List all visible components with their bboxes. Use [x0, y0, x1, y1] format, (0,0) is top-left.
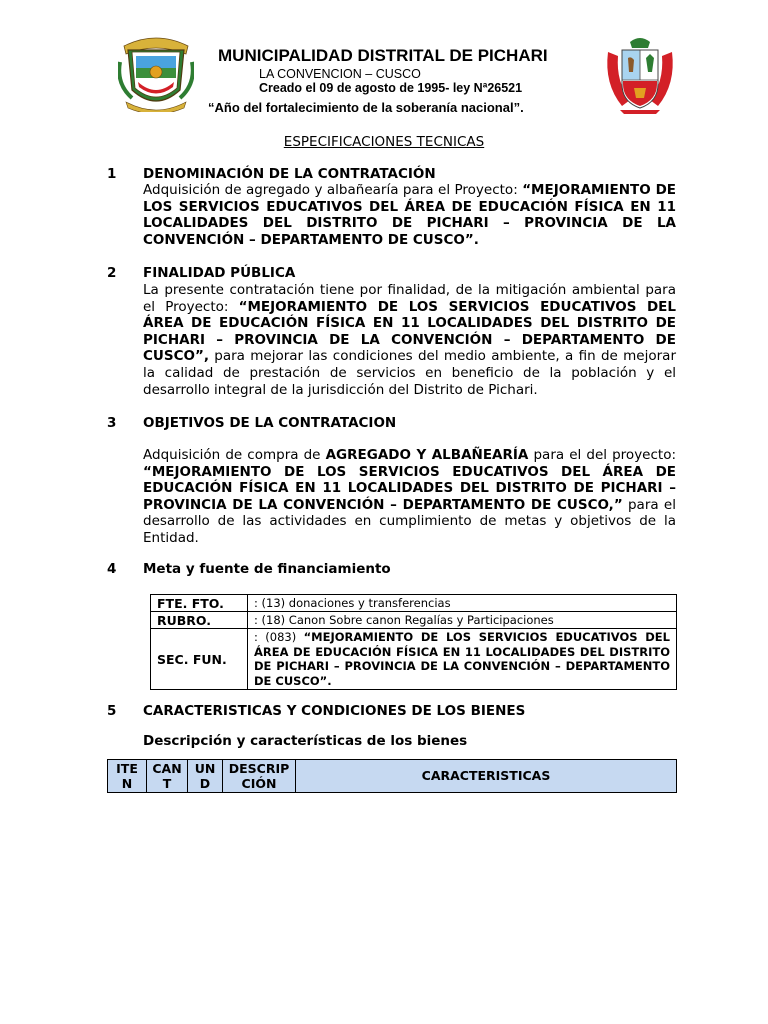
text-intro: Adquisición de compra de — [143, 447, 326, 463]
document-title: ESPECIFICACIONES TECNICAS — [283, 134, 485, 150]
section-text-2 — [143, 282, 676, 398]
text-intro: Adquisición de agregado y albañearía para el Proyecto: — [143, 182, 523, 198]
project-name: “MEJORAMIENTO DE LOS SERVICIOS EDUCATIVOS DEL ÁREA DE EDUCACIÓN FÍSICA EN 11 LOCALIDADES DEL DISTRITO DE PICHARI – PROVINCIA DE LA CONVENCIÓN – DEPARTAMENTO DE CUSCO”, — [143, 298, 677, 365]
municipality-location: LA CONVENCION – CUSCO — [259, 67, 421, 81]
financing-key: SEC. FUN. — [151, 629, 248, 690]
year-motto: “Año del fortalecimiento de la soberanía nacional”. — [208, 100, 524, 115]
goods-name: AGREGADO Y ALBAÑEARÍA — [325, 447, 529, 463]
section-heading-2: FINALIDAD PÚBLICA — [143, 265, 296, 281]
financing-key: RUBRO. — [151, 612, 248, 629]
project-name: “MEJORAMIENTO DE LOS SERVICIOS EDUCATIVOS DEL ÁREA DE EDUCACIÓN FÍSICA EN 11 LOCALIDADES DEL DISTRITO DE PICHARI – PROVINCIA DE LA CONVENCIÓN – DEPARTAMENTO DE CUSCO”. — [143, 182, 676, 248]
header-unit: UN D — [188, 760, 223, 793]
financing-table — [150, 594, 677, 690]
table-header-row — [108, 760, 677, 793]
municipality-title: MUNICIPALIDAD DISTRITAL DE PICHARI — [218, 46, 548, 65]
table-row — [151, 595, 677, 612]
text-end: para el desarrollo de las actividades en cumplimiento de metas y objetivos de la Entidad. — [143, 496, 676, 546]
financing-value — [248, 629, 677, 690]
section-subheading-5: Descripción y características de los bienes — [143, 733, 468, 749]
section-text-1 — [143, 182, 676, 248]
peru-coat-of-arms-icon — [604, 34, 676, 116]
section-number-1: 1 — [107, 166, 117, 182]
municipal-seal-icon — [118, 32, 194, 112]
section-heading-5: CARACTERISTICAS Y CONDICIONES DE LOS BIENES — [143, 703, 526, 719]
goods-table — [107, 759, 677, 793]
section-heading-4: Meta y fuente de financiamiento — [143, 561, 391, 577]
header-quantity: CAN T — [147, 760, 188, 793]
section-number-3: 3 — [107, 415, 117, 431]
section-text-3 — [143, 447, 676, 547]
functional-code: : (083) — [254, 630, 304, 644]
section-number-4: 4 — [107, 561, 117, 577]
financing-key: FTE. FTO. — [151, 595, 248, 612]
project-name: “MEJORAMIENTO DE LOS SERVICIOS EDUCATIVOS DEL ÁREA DE EDUCACIÓN FÍSICA EN 11 LOCALIDADES DEL DISTRITO DE PICHARI – PROVINCIA DE LA CONVENCIÓN – DEPARTAMENTO DE CUSCO,” — [143, 463, 676, 513]
text-mid: para el del proyecto: — [528, 447, 677, 463]
table-row — [151, 612, 677, 629]
project-name: “MEJORAMIENTO DE LOS SERVICIOS EDUCATIVOS DEL ÁREA DE EDUCACIÓN FÍSICA EN 11 LOCALIDADES DEL DISTRITO DE PICHARI – PROVINCIA DE LA CONVENCIÓN – DEPARTAMENTO DE CUSCO”. — [254, 630, 670, 688]
financing-value: : (18) Canon Sobre canon Regalías y Participaciones — [248, 612, 677, 629]
financing-value: : (13) donaciones y transferencias — [248, 595, 677, 612]
section-heading-1: DENOMINACIÓN DE LA CONTRATACIÓN — [143, 166, 436, 182]
header-item: ITE N — [108, 760, 147, 793]
creation-note: Creado el 09 de agosto de 1995- ley Nª26521 — [259, 81, 523, 95]
section-number-2: 2 — [107, 265, 117, 281]
table-row — [151, 629, 677, 690]
text-intro: La presente contratación tiene por finalidad, de la mitigación ambiental para el Proyecto: — [143, 282, 676, 315]
header-description: DESCRIP CIÓN — [223, 760, 296, 793]
section-number-5: 5 — [107, 703, 117, 719]
text-end: para mejorar las condiciones del medio ambiente, a fin de mejorar la calidad de prestación de servicios en beneficio de la población y el desarrollo integral de la jurisdicción del Distrito de Pichari. — [143, 348, 676, 398]
header-characteristics: CARACTERISTICAS — [296, 760, 677, 793]
section-heading-3: OBJETIVOS DE LA CONTRATACION — [143, 415, 397, 431]
